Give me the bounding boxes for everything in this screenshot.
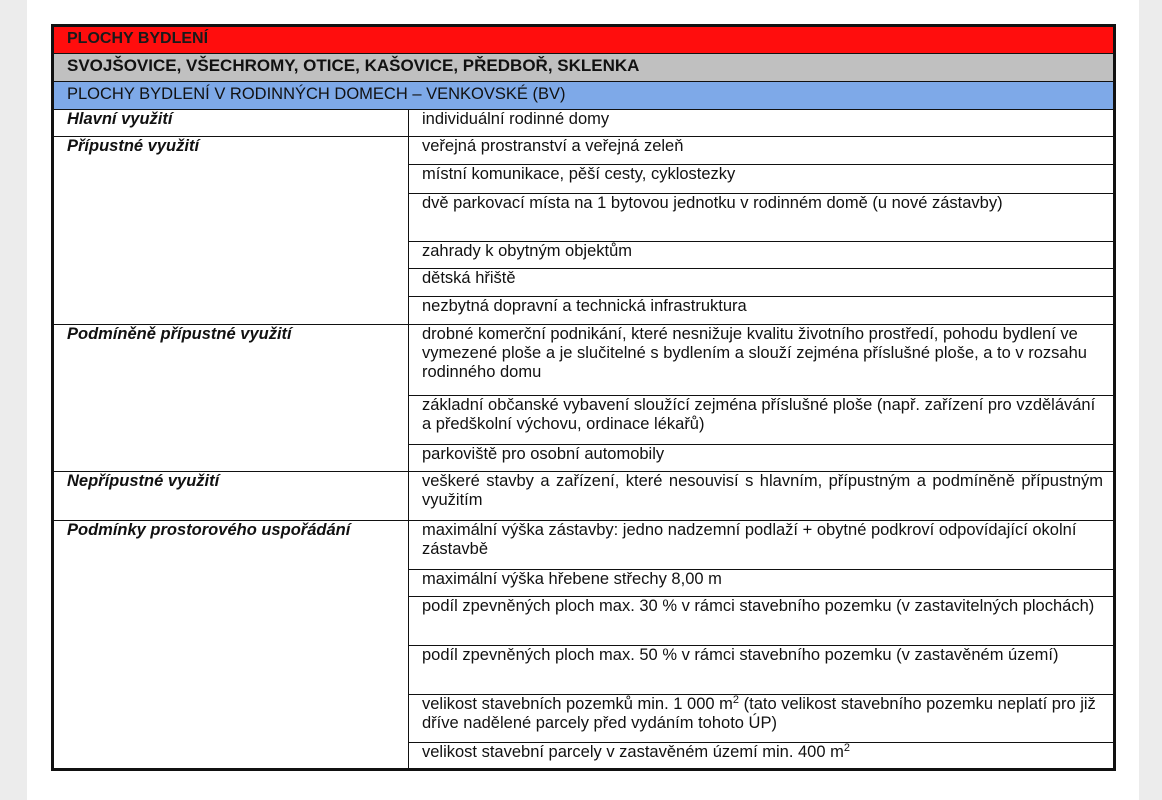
prohibited-use-item: veškeré stavby a zařízení, které nesouvisí s hlavním, přípustným a podmíněně přípustným využitím <box>409 472 1115 521</box>
permitted-use-label: Přípustné využití <box>53 137 409 325</box>
permitted-use-item: zahrady k obytným objektům <box>409 242 1115 269</box>
conditional-use-label: Podmíněně přípustné využití <box>53 325 409 472</box>
table-row <box>53 137 1115 165</box>
spatial-condition-item <box>409 695 1115 743</box>
category-title: PLOCHY BYDLENÍ <box>53 26 1115 54</box>
spatial-conditions-label: Podmínky prostorového uspořádání <box>53 521 409 770</box>
conditional-use-item: drobné komerční podnikání, které nesnižuje kvalitu životního prostředí, pohodu bydlení ve vymezené ploše a je slučitelné s bydlením a slouží zejména příslušné ploše, a to v rozsahu rodinného domu <box>409 325 1115 396</box>
table-row <box>53 110 1115 137</box>
main-use-label: Hlavní využití <box>53 110 409 137</box>
localities-band <box>53 54 1115 82</box>
localities-title: SVOJŠOVICE, VŠECHROMY, OTICE, KAŠOVICE, PŘEDBOŘ, SKLENKA <box>53 54 1115 82</box>
permitted-use-item: dětská hřiště <box>409 269 1115 297</box>
prohibited-use-label: Nepřípustné využití <box>53 472 409 521</box>
spatial-condition-item: maximální výška hřebene střechy 8,00 m <box>409 570 1115 597</box>
permitted-use-item: veřejná prostranství a veřejná zeleň <box>409 137 1115 165</box>
subtype-band <box>53 82 1115 110</box>
subtype-title: PLOCHY BYDLENÍ V RODINNÝCH DOMECH – VENKOVSKÉ (BV) <box>53 82 1115 110</box>
document-page <box>27 0 1139 800</box>
table-row <box>53 325 1115 396</box>
permitted-use-item: nezbytná dopravní a technická infrastruktura <box>409 297 1115 325</box>
permitted-use-item: místní komunikace, pěší cesty, cyklostezky <box>409 165 1115 194</box>
conditional-use-item: parkoviště pro osobní automobily <box>409 445 1115 472</box>
square-superscript: 2 <box>732 694 740 706</box>
parcel-size-text: velikost stavební parcely v zastavěném území min. 400 m <box>422 743 844 761</box>
square-superscript: 2 <box>843 742 850 754</box>
table-row <box>53 472 1115 521</box>
category-band <box>53 26 1115 54</box>
land-use-regulation-table <box>51 24 1116 771</box>
spatial-condition-item <box>409 743 1115 770</box>
spatial-condition-item: podíl zpevněných ploch max. 50 % v rámci stavebního pozemku (v zastavěném území) <box>409 646 1115 695</box>
spatial-condition-item: podíl zpevněných ploch max. 30 % v rámci stavebního pozemku (v zastavitelných plochách) <box>409 597 1115 646</box>
table-row <box>53 521 1115 570</box>
plot-size-note: (tato velikost stavebního pozemku neplatí pro již dříve nadělené parcely před vydáním tohoto ÚP) <box>422 695 1096 732</box>
conditional-use-item: základní občanské vybavení sloužící zejména příslušné ploše (např. zařízení pro vzdělávání a předškolní výchovu, ordinace lékařů) <box>409 396 1115 445</box>
permitted-use-item: dvě parkovací místa na 1 bytovou jednotku v rodinném domě (u nové zástavby) <box>409 194 1115 242</box>
main-use-item: individuální rodinné domy <box>409 110 1115 137</box>
spatial-condition-item: maximální výška zástavby: jedno nadzemní podlaží + obytné podkroví odpovídající okolní zástavbě <box>409 521 1115 570</box>
plot-size-text: velikost stavebních pozemků min. 1 000 m <box>422 695 733 713</box>
